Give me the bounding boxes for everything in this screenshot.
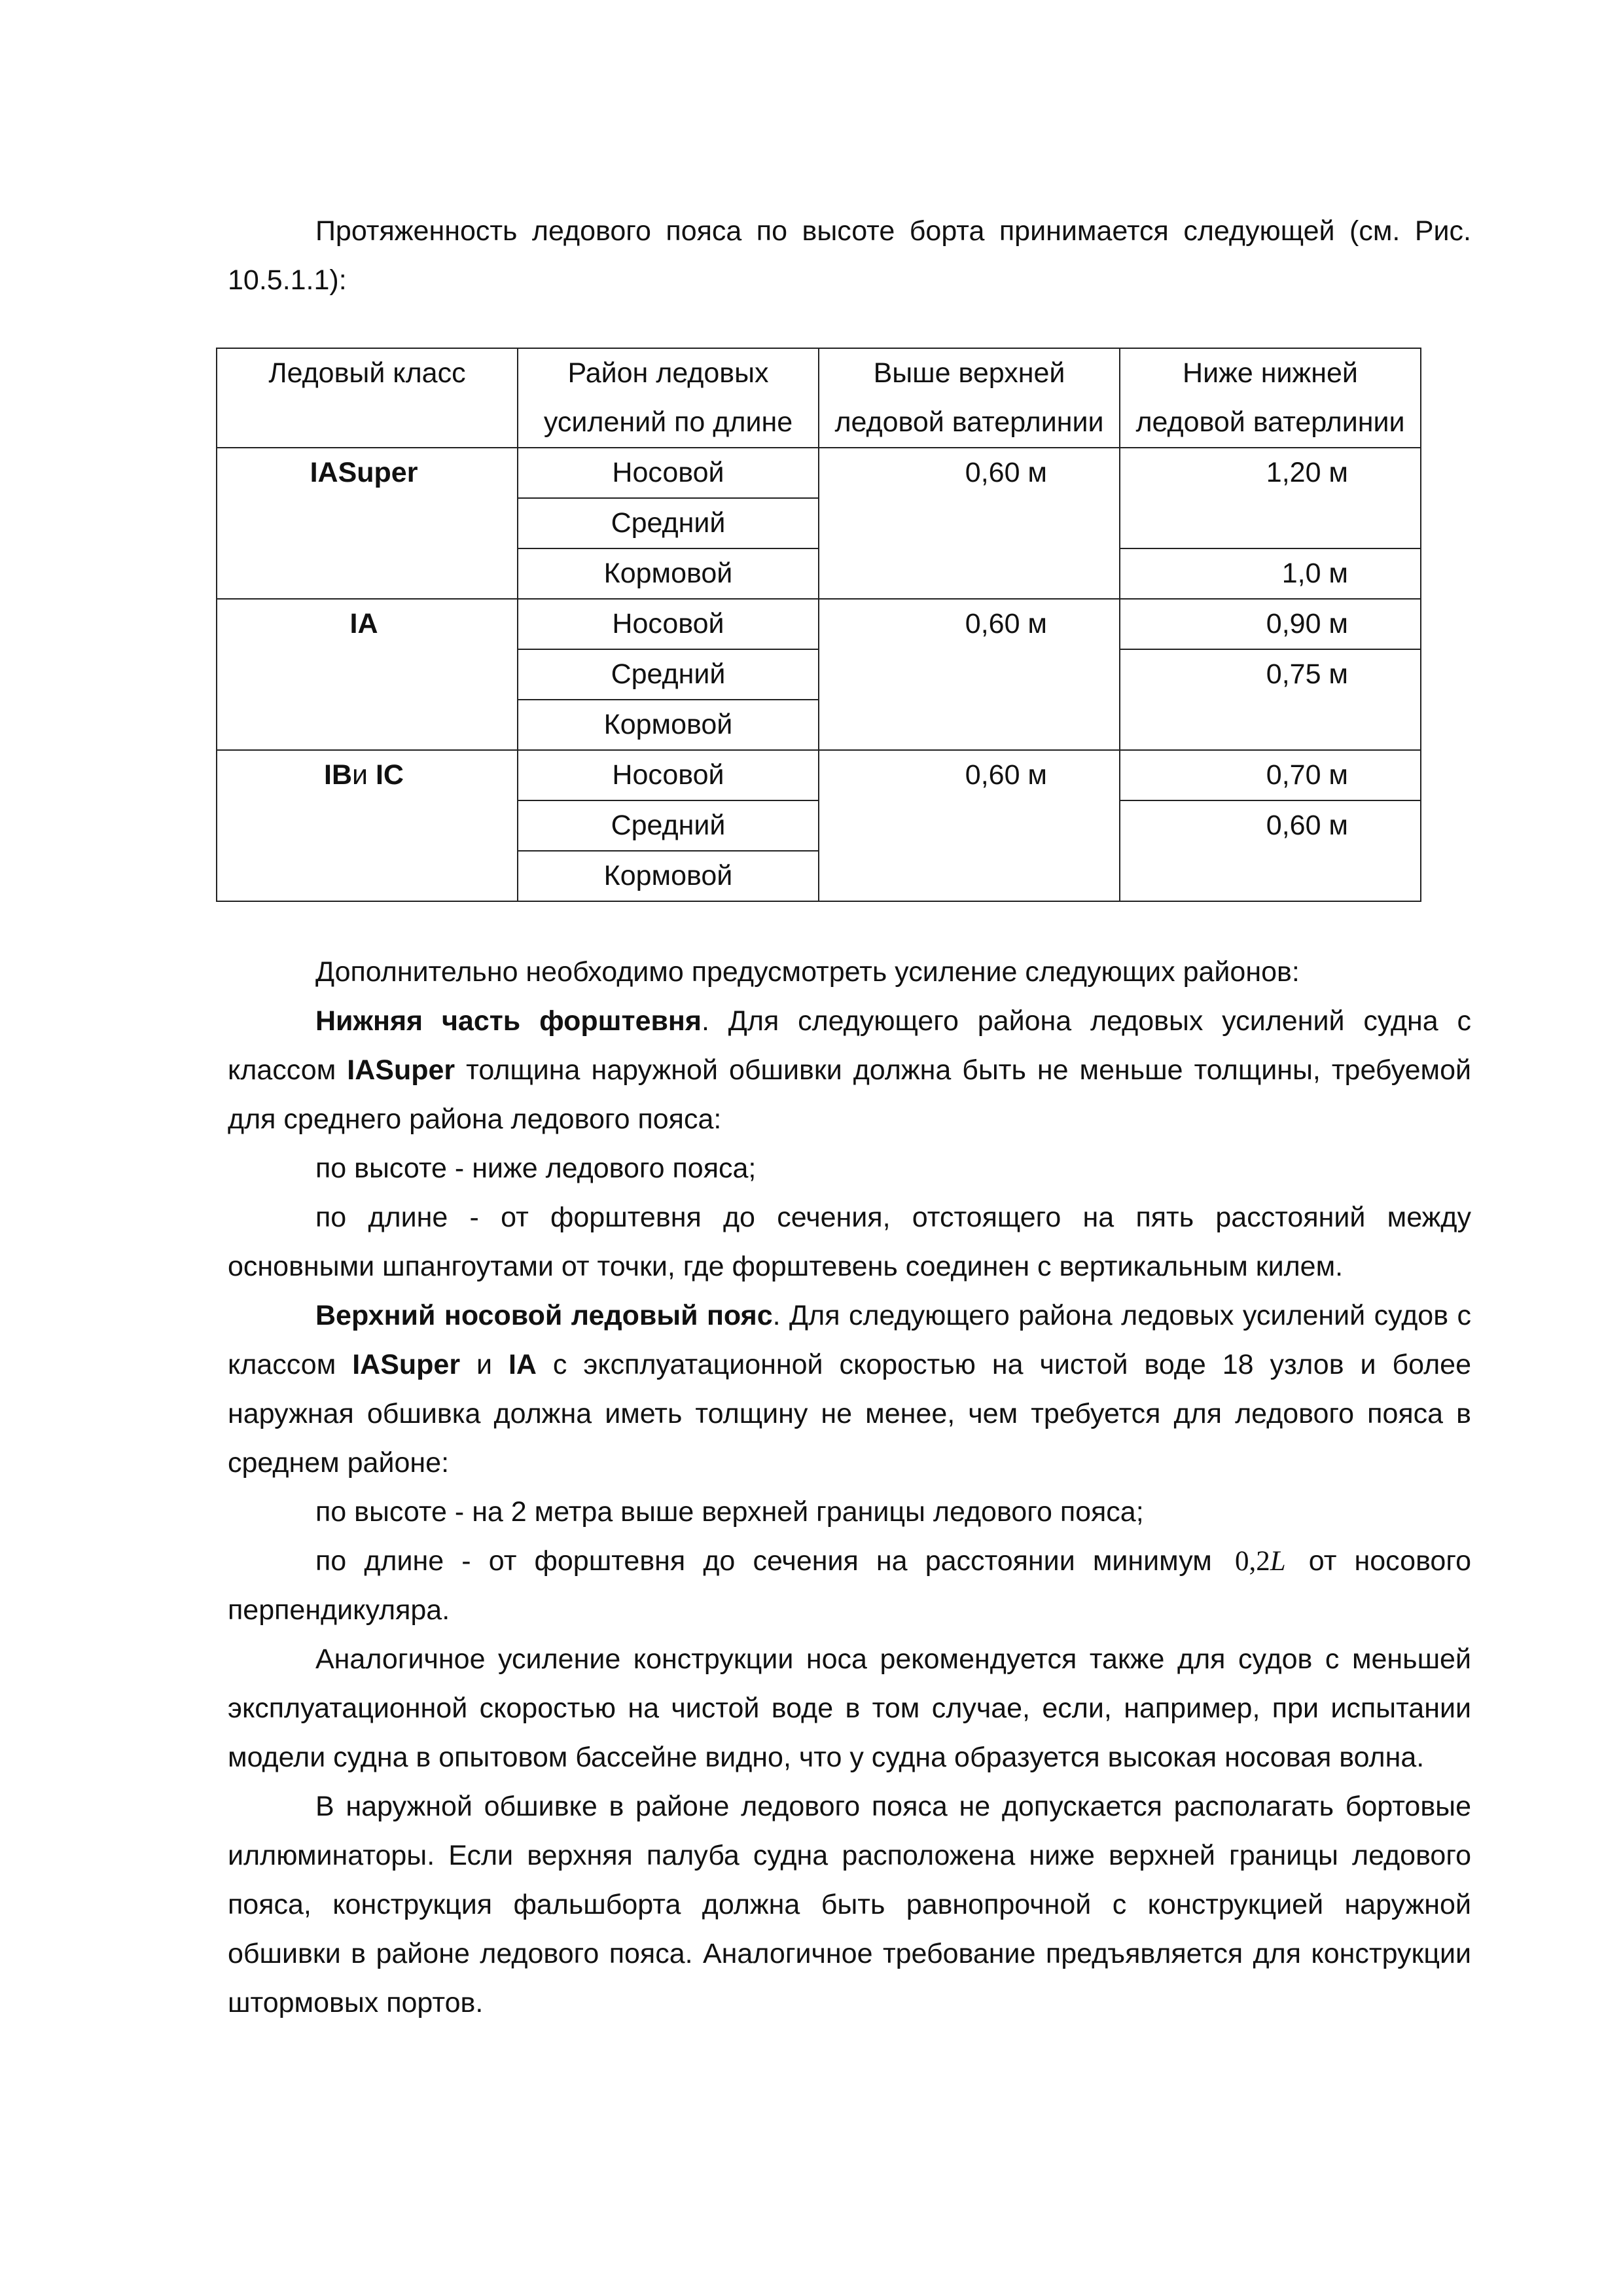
above-value-cell: 0,60 м	[819, 599, 1120, 750]
intro-paragraph: Протяженность ледового пояса по высоте борта принимается следующей (см. Рис. 10.5.1.1):	[228, 215, 1471, 296]
below-value-cell: 0,60 м	[1120, 800, 1421, 901]
area-cell: Средний	[518, 498, 819, 548]
formula-number: 0,2	[1234, 1546, 1270, 1577]
upper-bow-length-text-b: от носового перпендикуляра.	[228, 1545, 1472, 1626]
upper-bow-class-1: IASuper	[352, 1349, 461, 1380]
bow-recommendation-paragraph: Аналогичное усиление конструкции носа рекомендуется также для судов с меньшей эксплуатационной скоростью на чистой воде в том случае, если, например, при испытании модели судна в опытовом бассейне видно, что у судна образуется высокая носовая волна.	[228, 1643, 1471, 1773]
table-row	[217, 750, 1421, 800]
formula-0-2L	[1235, 1546, 1286, 1577]
area-cell: Средний	[518, 800, 819, 851]
below-value-cell: 1,20 м	[1120, 448, 1421, 548]
stem-text-a: . Для следующего района ледовых усилений судна с классом	[228, 1005, 1471, 1086]
upper-bow-class-2: IA	[508, 1349, 537, 1380]
below-value-cell: 0,70 м	[1120, 750, 1421, 800]
below-value-cell: 0,90 м	[1120, 599, 1421, 649]
ice-class-cell: IA	[217, 599, 518, 750]
ice-class-ib: IB	[324, 759, 352, 791]
document-content	[228, 207, 1471, 2028]
below-value-cell: 1,0 м	[1120, 548, 1421, 599]
stem-length-paragraph: по длине - от форштевня до сечения, отстоящего на пять расстояний между основными шпангоутами от точки, где форштевень соединен с вертикальным килем.	[228, 1202, 1471, 1282]
additional-paragraph: Дополнительно необходимо предусмотреть усиление следующих районов:	[315, 956, 1300, 988]
header-below: Ниже нижней ледовой ватерлинии	[1120, 348, 1421, 448]
area-cell: Носовой	[518, 750, 819, 800]
area-cell: Носовой	[518, 448, 819, 498]
area-cell: Кормовой	[518, 700, 819, 750]
stem-paragraph	[228, 997, 1471, 1144]
table-row	[217, 448, 1421, 498]
area-cell: Кормовой	[518, 548, 819, 599]
upper-bow-height-paragraph: по высоте - на 2 метра выше верхней границы ледового пояса;	[315, 1496, 1144, 1528]
stem-height-paragraph: по высоте - ниже ледового пояса;	[315, 1153, 757, 1184]
table-header-row	[217, 348, 1421, 448]
ice-class-cell: IASuper	[217, 448, 518, 599]
table-row	[217, 599, 1421, 649]
formula-variable: L	[1270, 1546, 1286, 1577]
upper-bow-heading: Верхний носовой ледовый пояс	[315, 1300, 773, 1331]
upper-bow-length-paragraph	[228, 1537, 1471, 1635]
portholes-paragraph: В наружной обшивке в районе ледового пояса не допускается располагать бортовые иллюминаторы. Если верхняя палуба судна расположена ниже верхней границы ледового пояса, конструкция фальшборта должна быть равнопрочной с конструкцией наружной обшивки в районе ледового пояса. Аналогичное требование предъявляется для конструкции штормовых портов.	[228, 1791, 1471, 2018]
ice-class-and: и	[352, 759, 368, 791]
upper-bow-text-b: с эксплуатационной скоростью на чистой воде 18 узлов и более наружная обшивка должна иметь толщину не менее, чем требуется для ледового пояса в среднем районе:	[228, 1349, 1471, 1479]
above-value-cell: 0,60 м	[819, 448, 1120, 599]
header-ice-class: Ледовый класс	[217, 348, 518, 448]
above-value-cell: 0,60 м	[819, 750, 1120, 901]
ice-class-ic: IC	[375, 759, 404, 791]
area-cell: Средний	[518, 649, 819, 700]
upper-bow-length-text-a: по длине - от форштевня до сечения на расстоянии минимум	[315, 1545, 1212, 1577]
stem-class: IASuper	[347, 1054, 455, 1086]
area-cell: Кормовой	[518, 851, 819, 901]
area-cell: Носовой	[518, 599, 819, 649]
upper-bow-and: и	[460, 1349, 508, 1380]
ice-class-cell	[217, 750, 518, 901]
stem-heading: Нижняя часть форштевня	[315, 1005, 702, 1037]
upper-bow-paragraph	[228, 1291, 1471, 1488]
stem-text-b: толщина наружной обшивки должна быть не меньше толщины, требуемой для среднего района ледового пояса:	[228, 1054, 1471, 1135]
header-area: Район ледовых усилений по длине	[518, 348, 819, 448]
header-above: Выше верхней ледовой ватерлинии	[819, 348, 1120, 448]
ice-belt-table	[216, 348, 1421, 902]
upper-bow-text-a: . Для следующего района ледовых усилений судов с классом	[228, 1300, 1471, 1380]
below-value-cell: 0,75 м	[1120, 649, 1421, 750]
